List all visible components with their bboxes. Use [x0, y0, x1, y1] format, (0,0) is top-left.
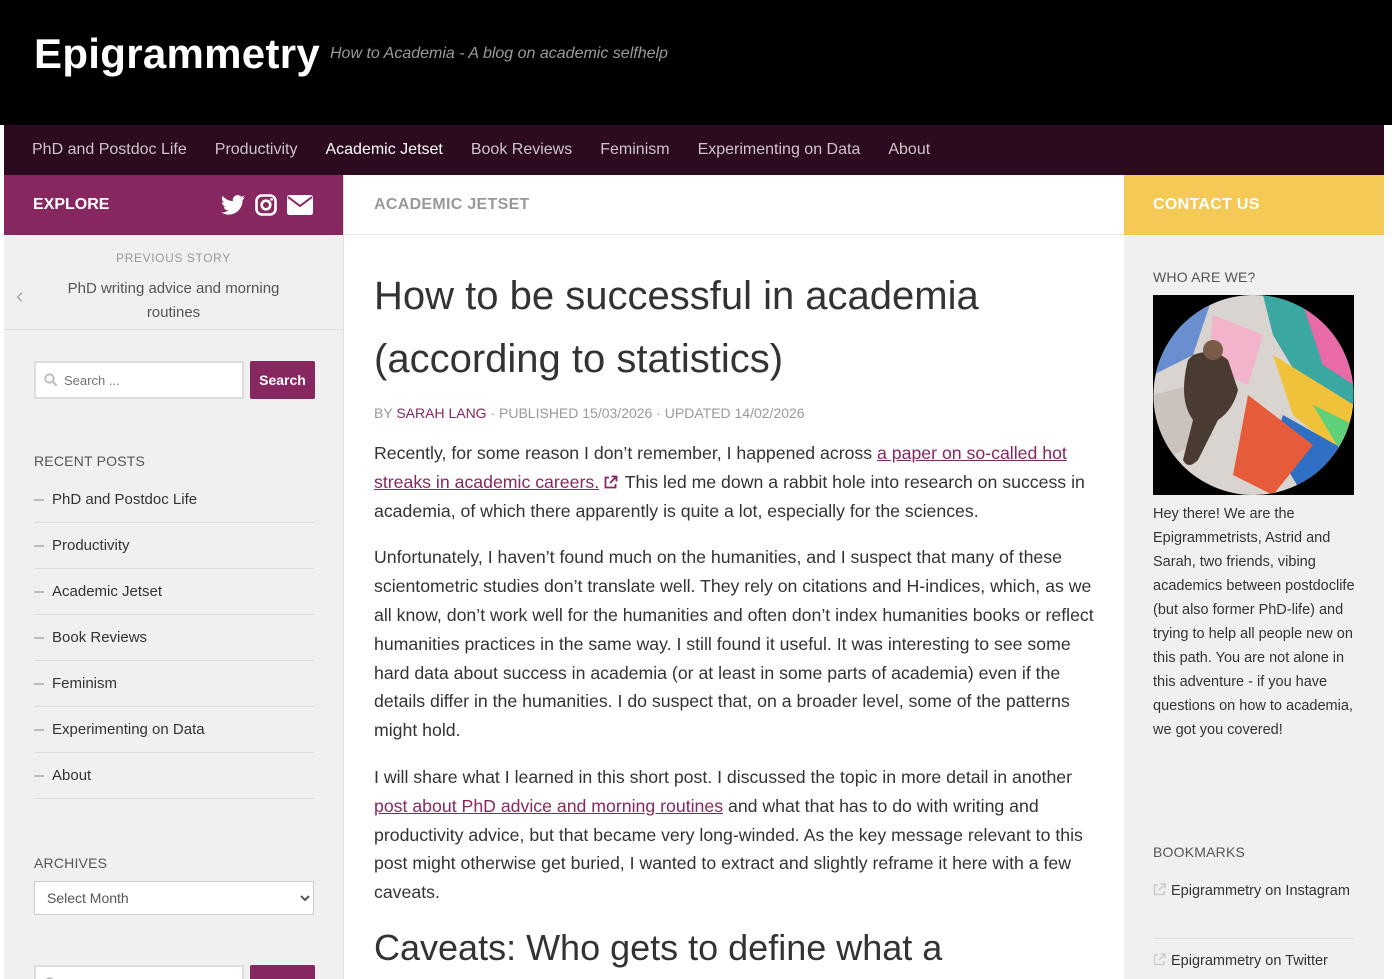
category-heading: ACADEMIC JETSET [344, 175, 1124, 235]
nav-item-book-reviews[interactable]: Book Reviews [470, 141, 573, 158]
post-title: How to be successful in academia (according to statistics) [374, 274, 979, 381]
section-heading: Caveats: Who gets to define what a [374, 927, 943, 968]
explore-bar [4, 175, 343, 235]
nav-item-feminism[interactable]: Feminism [600, 141, 670, 158]
search-field[interactable] [34, 361, 244, 399]
paragraph: Unfortunately, I haven’t found much on the humanities, and I suspect that many of these scientometric studies don’t translate well. They rely on citations and H-indices, which, as we all know, don’t work well for the humanities and often don’t index humanities books or reflect humanities practices in the same way. I still found it useful. It was interesting to see some hard data about success in academia (or at least in some parts of academia) even if the details differ in the humanities. I do suspect that, on a broader level, some of the patterns might hold. [374, 547, 1094, 741]
list-item[interactable]: PhD and Postdoc Life [34, 477, 314, 523]
list-item[interactable]: About [34, 753, 314, 799]
bookmarks-title: BOOKMARKS [1153, 844, 1246, 860]
who-are-we-title: WHO ARE WE? [1153, 269, 1256, 285]
divider [1153, 938, 1353, 939]
hot-streaks-paper-link[interactable]: a paper on so-called hot streaks in academic careers. [374, 443, 1067, 492]
search-field-secondary[interactable] [34, 965, 244, 979]
list-item[interactable]: Book Reviews [34, 615, 314, 661]
nav-item-phd-postdoc[interactable]: PhD and Postdoc Life [32, 141, 187, 158]
search-button-secondary[interactable] [250, 965, 315, 979]
nav-item-productivity[interactable]: Productivity [214, 141, 298, 158]
paragraph: I will share what I learned in this short post. I discussed the topic in more detail in another post about PhD advice and morning routines and what that has to do with writing and productivity advice, but that became very long-winded. As the key message relevant to this post might otherwise get buried, I wanted to extract and slightly reframe it here with a few caveats. [374, 766, 1083, 903]
site-title[interactable]: Epigrammetry [34, 30, 321, 77]
sidebar-search [34, 361, 315, 399]
external-link-icon [1153, 953, 1166, 966]
main-content [344, 175, 1124, 979]
page-margin-right [1384, 125, 1392, 979]
recent-posts-title: RECENT POSTS [34, 453, 146, 469]
post-body [374, 439, 1096, 925]
previous-story[interactable] [4, 235, 343, 330]
recent-posts-list [34, 477, 314, 799]
byline-dates: · PUBLISHED 15/03/2026 · UPDATED 14/02/2026 [490, 405, 805, 421]
list-item[interactable]: Productivity [34, 523, 314, 569]
list-item[interactable]: Experimenting on Data [34, 707, 314, 753]
nav-item-experimenting-data[interactable]: Experimenting on Data [697, 141, 861, 158]
bookmark-instagram[interactable]: Epigrammetry on Instagram [1153, 879, 1353, 904]
byline-by: BY [374, 405, 393, 421]
email-icon[interactable] [287, 195, 313, 215]
right-sidebar [1124, 175, 1384, 979]
archives-select[interactable] [34, 881, 314, 915]
external-link-icon [603, 475, 618, 490]
list-item[interactable]: Feminism [34, 661, 314, 707]
author-link[interactable]: SARAH LANG [396, 405, 487, 421]
nav-item-about[interactable]: About [888, 141, 931, 158]
site-header [0, 0, 1392, 125]
explore-label: EXPLORE [33, 196, 110, 213]
social-links [221, 194, 313, 216]
about-text: Hey there! We are the Epigrammetrists, Astrid and Sarah, two friends, vibing academics between postdoclife (but also former PhD-life) and trying to help all people new on this path. You are not alone in this adventure - if you have questions on how to academia, we got you covered! [1153, 506, 1355, 738]
instagram-icon[interactable] [255, 194, 277, 216]
previous-story-kicker: PREVIOUS STORY [116, 251, 231, 265]
avatar [1153, 295, 1354, 495]
site-tagline: How to Academia - A blog on academic selfhelp [330, 45, 668, 62]
search-icon [44, 373, 58, 387]
bookmark-twitter[interactable]: Epigrammetry on Twitter [1153, 949, 1353, 974]
post-byline [374, 405, 805, 421]
search-input[interactable] [64, 373, 234, 388]
chevron-left-icon[interactable]: ‹ [16, 283, 24, 308]
sidebar-search-secondary [34, 965, 315, 979]
twitter-icon[interactable] [221, 195, 245, 215]
contact-us-button[interactable]: CONTACT US [1124, 175, 1384, 235]
phd-advice-post-link[interactable]: post about PhD advice and morning routines [374, 795, 724, 816]
search-button[interactable]: Search [250, 361, 315, 399]
main-nav [4, 125, 1384, 175]
archives-title: ARCHIVES [34, 855, 108, 871]
paragraph: Recently, for some reason I don’t remember, I happened across a paper on so-called hot streaks in academic careers. This led me down a rabbit hole into research on success in academia, of which there apparently is quite a lot, especially for the sciences. [374, 443, 1085, 521]
external-link-icon [1153, 883, 1166, 896]
previous-story-title[interactable]: PhD writing advice and morning routines [67, 280, 280, 321]
left-sidebar [4, 175, 344, 979]
list-item[interactable]: Academic Jetset [34, 569, 314, 615]
nav-item-academic-jetset[interactable]: Academic Jetset [325, 141, 443, 158]
